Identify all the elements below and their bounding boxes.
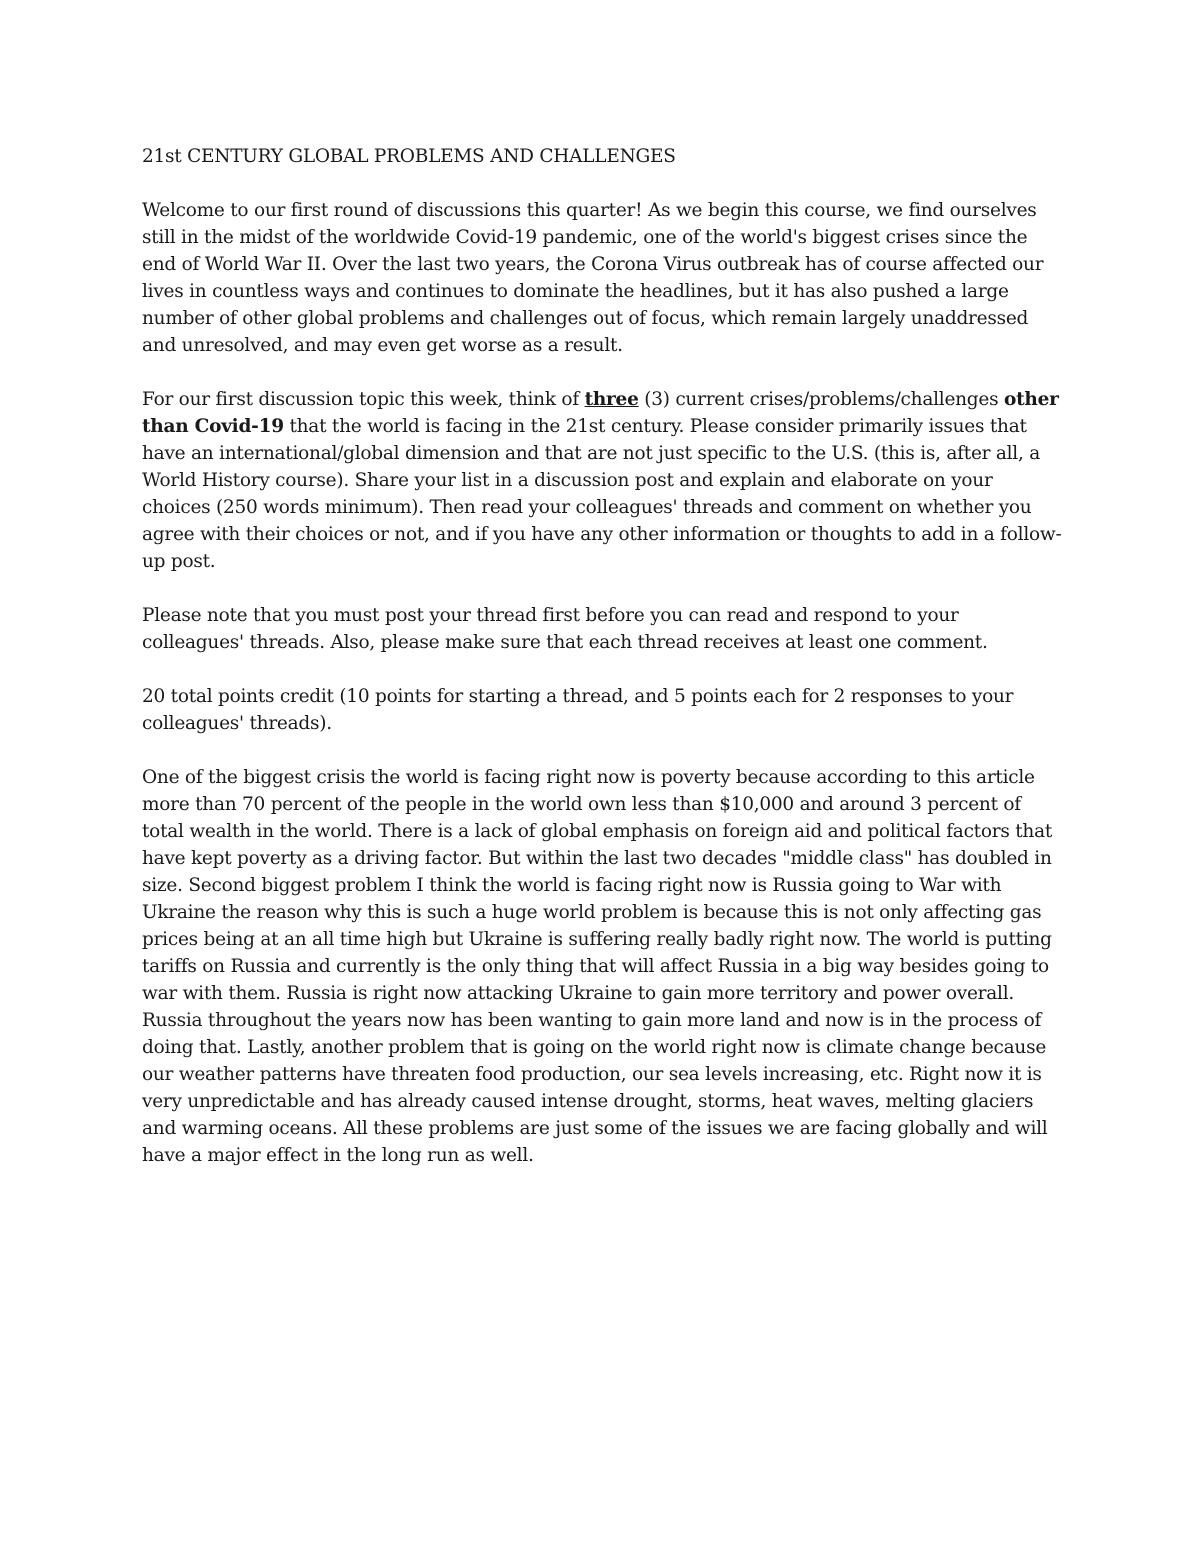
intro-paragraph: Welcome to our first round of discussions this quarter! As we begin this course, we find ourselves still in the midst of the worldwide Covid-19 pandemic, one of the world's biggest crises since the end of World War II. Over the last two years, the Corona Virus outbreak has of course affected our lives in countless ways and continues to dominate the headlines, but it has also pushed a large number of other global problems and challenges out of focus, which remain largely unaddressed and unresolved, and may even get worse as a result. [142,200,1044,356]
document-title: 21st CENTURY GLOBAL PROBLEMS AND CHALLENGES [142,146,676,167]
note-paragraph: Please note that you must post your thread first before you can read and respond to your colleagues' threads. Also, please make sure that each thread receives at least one comment. [142,605,988,653]
document-body [142,143,1062,1196]
instructions-text-2: (3) current crises/problems/challenges [638,389,1004,410]
instructions-text-1: For our first discussion topic this week, think of [142,389,585,410]
points-paragraph: 20 total points credit (10 points for starting a thread, and 5 points each for 2 responses to your colleagues' threads). [142,686,1014,734]
instructions-paragraph [142,386,1062,575]
emphasis-other-than-covid: other than Covid-19 [142,389,1059,437]
emphasis-three: three [584,389,639,410]
instructions-text-3: that the world is facing in the 21st century. Please consider primarily issues that have an international/global dimension and that are not just specific to the U.S. (this is, after all, a World History course). Share your list in a discussion post and explain and elaborate on your choices (250 words minimum). Then read your colleagues' threads and comment on whether you agree with their choices or not, and if you have any other information or thoughts to add in a follow-up post. [142,416,1062,572]
response-paragraph: One of the biggest crisis the world is facing right now is poverty because according to this article more than 70 percent of the people in the world own less than $10,000 and around 3 percent of total wealth in the world. There is a lack of global emphasis on foreign aid and political factors that have kept poverty as a driving factor. But within the last two decades "middle class" has doubled in size. Second biggest problem I think the world is facing right now is Russia going to War with Ukraine the reason why this is such a huge world problem is because this is not only affecting gas prices being at an all time high but Ukraine is suffering really badly right now. The world is putting tariffs on Russia and currently is the only thing that will affect Russia in a big way besides going to war with them. Russia is right now attacking Ukraine to gain more territory and power overall. Russia throughout the years now has been wanting to gain more land and now is in the process of doing that. Lastly, another problem that is going on the world right now is climate change because our weather patterns have threaten food production, our sea levels increasing, etc. Right now it is very unpredictable and has already caused intense drought, storms, heat waves, melting glaciers and warming oceans. All these problems are just some of the issues we are facing globally and will have a major effect in the long run as well. [142,767,1053,1166]
